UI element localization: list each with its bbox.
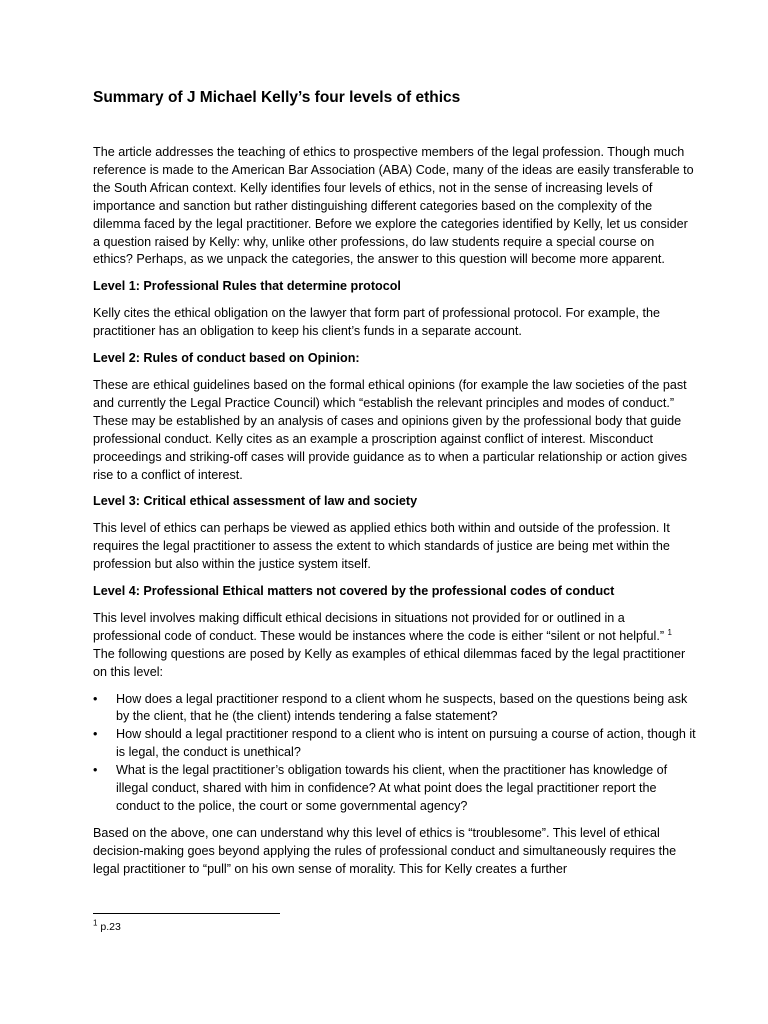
level4-paragraph bbox=[93, 610, 696, 682]
list-item-text: How should a legal practitioner respond to a client who is intent on pursuing a course of action, though it is legal, the conduct is unethical? bbox=[116, 727, 696, 760]
level3-heading: Level 3: Critical ethical assessment of law and society bbox=[93, 494, 418, 509]
list-item-text: What is the legal practitioner’s obligation towards his client, when the practitioner has knowledge of illegal conduct, shared with him in confidence? At what point does the legal practitioner report the conduct to the police, the court or some governmental agency? bbox=[116, 763, 668, 813]
level1-heading: Level 1: Professional Rules that determine protocol bbox=[93, 279, 401, 294]
level4-text-b: The following questions are posed by Kelly as examples of ethical dilemmas faced by the legal practitioner on this level: bbox=[93, 646, 686, 679]
closing-paragraph: Based on the above, one can understand why this level of ethics is “troublesome”. This level of ethical decision-making goes beyond applying the rules of professional conduct and simultaneously requires the legal practitioner to “pull” on his own sense of morality. This for Kelly creates a further bbox=[93, 825, 677, 876]
list-item bbox=[93, 691, 696, 727]
dilemma-list bbox=[93, 691, 696, 816]
level2-heading: Level 2: Rules of conduct based on Opinion: bbox=[93, 351, 360, 366]
footnote bbox=[93, 920, 121, 934]
document-body bbox=[93, 144, 696, 879]
footnote-separator bbox=[93, 913, 280, 914]
level4-text-a: This level involves making difficult ethical decisions in situations not provided for or outlined in a professional code of conduct. These would be instances where the code is either “silent or not helpful.” bbox=[93, 610, 665, 643]
list-item bbox=[93, 762, 696, 816]
level1-paragraph: Kelly cites the ethical obligation on the lawyer that form part of professional protocol. For example, the practitioner has an obligation to keep his client’s funds in a separate account. bbox=[93, 306, 661, 339]
footnote-reference[interactable]: 1 bbox=[667, 627, 672, 637]
level4-heading: Level 4: Professional Ethical matters not covered by the professional codes of conduct bbox=[93, 584, 615, 599]
footnote-number: 1 bbox=[93, 918, 98, 928]
list-item bbox=[93, 726, 696, 762]
list-item-text: How does a legal practitioner respond to a client whom he suspects, based on the questions being ask by the client, that he (the client) intends tendering a false statement? bbox=[116, 691, 688, 724]
bullet-icon: • bbox=[93, 691, 98, 706]
intro-paragraph: The article addresses the teaching of ethics to prospective members of the legal profession. Though much reference is made to the American Bar Association (ABA) Code, many of the ideas are easily transferable to the South African context. Kelly identifies four levels of ethics, not in the sense of increasing levels of importance and sanction but rather distinguishing different categories based on the complexity of the dilemma faced by the legal practitioner. Before we explore the categories identified by Kelly, let us consider a question raised by Kelly: why, unlike other professions, do law students require a special course on ethics? Perhaps, as we unpack the categories, the answer to this question will become more apparent. bbox=[93, 145, 694, 267]
footnote-text: p.23 bbox=[97, 921, 121, 933]
bullet-icon: • bbox=[93, 727, 98, 742]
level2-paragraph: These are ethical guidelines based on the formal ethical opinions (for example the law societies of the past and currently the Legal Practice Council) which “establish the relevant principles and modes of conduct.” These may be established by an analysis of cases and opinions given by the professional body that guide professional conduct. Kelly cites as an example a proscription against conflict of interest. Misconduct proceedings and striking-off cases will provide guidance as to when a particular relationship or action gives rise to a conflict of interest. bbox=[93, 377, 688, 482]
level3-paragraph: This level of ethics can perhaps be viewed as applied ethics both within and outside of the profession. It requires the legal practitioner to assess the extent to which standards of justice are being met within the profession but also within the justice system itself. bbox=[93, 521, 670, 572]
document-title: Summary of J Michael Kelly’s four levels of ethics bbox=[93, 89, 461, 106]
bullet-icon: • bbox=[93, 763, 98, 778]
